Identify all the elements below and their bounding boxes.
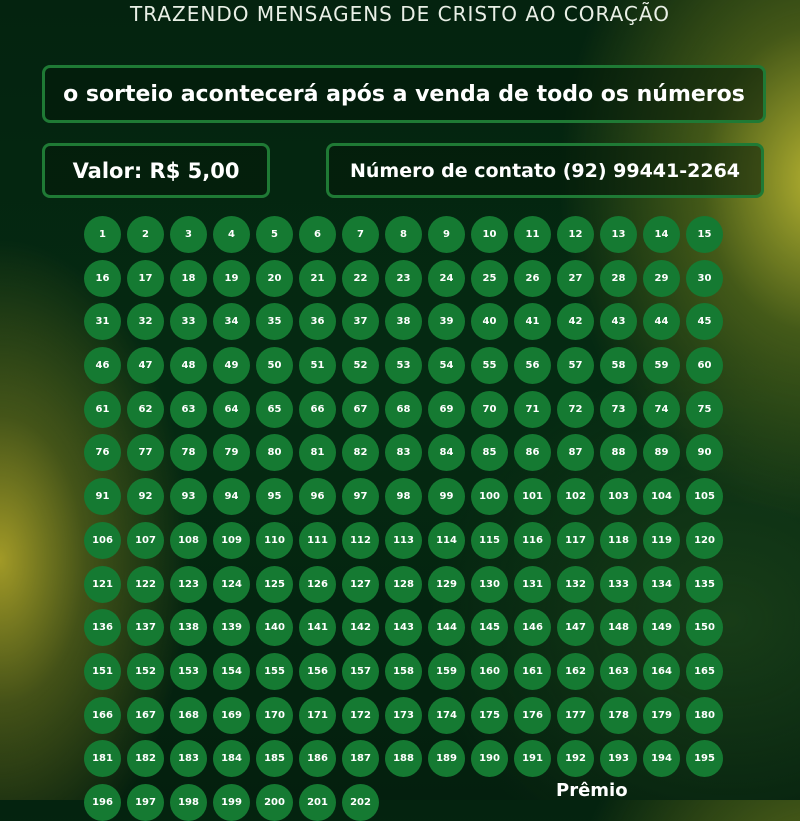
raffle-number-71[interactable]: 71 bbox=[514, 391, 551, 428]
raffle-number-101[interactable]: 101 bbox=[514, 478, 551, 515]
raffle-number-147[interactable]: 147 bbox=[557, 609, 594, 646]
raffle-number-132[interactable]: 132 bbox=[557, 566, 594, 603]
raffle-number-202[interactable]: 202 bbox=[342, 784, 379, 821]
raffle-number-93[interactable]: 93 bbox=[170, 478, 207, 515]
raffle-number-109[interactable]: 109 bbox=[213, 522, 250, 559]
raffle-number-129[interactable]: 129 bbox=[428, 566, 465, 603]
raffle-number-11[interactable]: 11 bbox=[514, 216, 551, 253]
raffle-number-137[interactable]: 137 bbox=[127, 609, 164, 646]
raffle-number-157[interactable]: 157 bbox=[342, 653, 379, 690]
raffle-number-139[interactable]: 139 bbox=[213, 609, 250, 646]
raffle-number-82[interactable]: 82 bbox=[342, 434, 379, 471]
raffle-number-47[interactable]: 47 bbox=[127, 347, 164, 384]
raffle-number-176[interactable]: 176 bbox=[514, 697, 551, 734]
raffle-number-58[interactable]: 58 bbox=[600, 347, 637, 384]
raffle-number-8[interactable]: 8 bbox=[385, 216, 422, 253]
raffle-number-64[interactable]: 64 bbox=[213, 391, 250, 428]
raffle-number-25[interactable]: 25 bbox=[471, 260, 508, 297]
raffle-number-126[interactable]: 126 bbox=[299, 566, 336, 603]
raffle-number-135[interactable]: 135 bbox=[686, 566, 723, 603]
raffle-number-196[interactable]: 196 bbox=[84, 784, 121, 821]
raffle-number-191[interactable]: 191 bbox=[514, 740, 551, 777]
raffle-number-183[interactable]: 183 bbox=[170, 740, 207, 777]
raffle-number-21[interactable]: 21 bbox=[299, 260, 336, 297]
raffle-number-107[interactable]: 107 bbox=[127, 522, 164, 559]
raffle-number-38[interactable]: 38 bbox=[385, 303, 422, 340]
raffle-number-149[interactable]: 149 bbox=[643, 609, 680, 646]
raffle-number-143[interactable]: 143 bbox=[385, 609, 422, 646]
raffle-number-99[interactable]: 99 bbox=[428, 478, 465, 515]
raffle-number-108[interactable]: 108 bbox=[170, 522, 207, 559]
raffle-number-148[interactable]: 148 bbox=[600, 609, 637, 646]
raffle-number-27[interactable]: 27 bbox=[557, 260, 594, 297]
raffle-number-104[interactable]: 104 bbox=[643, 478, 680, 515]
raffle-number-102[interactable]: 102 bbox=[557, 478, 594, 515]
raffle-number-85[interactable]: 85 bbox=[471, 434, 508, 471]
raffle-number-26[interactable]: 26 bbox=[514, 260, 551, 297]
raffle-number-40[interactable]: 40 bbox=[471, 303, 508, 340]
raffle-number-90[interactable]: 90 bbox=[686, 434, 723, 471]
raffle-number-193[interactable]: 193 bbox=[600, 740, 637, 777]
raffle-number-43[interactable]: 43 bbox=[600, 303, 637, 340]
raffle-number-75[interactable]: 75 bbox=[686, 391, 723, 428]
raffle-number-151[interactable]: 151 bbox=[84, 653, 121, 690]
raffle-number-162[interactable]: 162 bbox=[557, 653, 594, 690]
raffle-number-54[interactable]: 54 bbox=[428, 347, 465, 384]
raffle-number-88[interactable]: 88 bbox=[600, 434, 637, 471]
raffle-number-52[interactable]: 52 bbox=[342, 347, 379, 384]
raffle-number-69[interactable]: 69 bbox=[428, 391, 465, 428]
raffle-number-7[interactable]: 7 bbox=[342, 216, 379, 253]
raffle-number-56[interactable]: 56 bbox=[514, 347, 551, 384]
raffle-number-174[interactable]: 174 bbox=[428, 697, 465, 734]
raffle-number-113[interactable]: 113 bbox=[385, 522, 422, 559]
raffle-number-10[interactable]: 10 bbox=[471, 216, 508, 253]
raffle-number-87[interactable]: 87 bbox=[557, 434, 594, 471]
raffle-number-73[interactable]: 73 bbox=[600, 391, 637, 428]
raffle-number-36[interactable]: 36 bbox=[299, 303, 336, 340]
raffle-number-106[interactable]: 106 bbox=[84, 522, 121, 559]
raffle-number-115[interactable]: 115 bbox=[471, 522, 508, 559]
raffle-number-170[interactable]: 170 bbox=[256, 697, 293, 734]
raffle-number-17[interactable]: 17 bbox=[127, 260, 164, 297]
raffle-number-119[interactable]: 119 bbox=[643, 522, 680, 559]
raffle-number-66[interactable]: 66 bbox=[299, 391, 336, 428]
raffle-number-118[interactable]: 118 bbox=[600, 522, 637, 559]
raffle-number-120[interactable]: 120 bbox=[686, 522, 723, 559]
raffle-number-41[interactable]: 41 bbox=[514, 303, 551, 340]
raffle-number-140[interactable]: 140 bbox=[256, 609, 293, 646]
raffle-number-74[interactable]: 74 bbox=[643, 391, 680, 428]
raffle-number-84[interactable]: 84 bbox=[428, 434, 465, 471]
raffle-number-167[interactable]: 167 bbox=[127, 697, 164, 734]
raffle-number-51[interactable]: 51 bbox=[299, 347, 336, 384]
raffle-number-112[interactable]: 112 bbox=[342, 522, 379, 559]
raffle-number-76[interactable]: 76 bbox=[84, 434, 121, 471]
raffle-number-163[interactable]: 163 bbox=[600, 653, 637, 690]
raffle-number-31[interactable]: 31 bbox=[84, 303, 121, 340]
raffle-number-6[interactable]: 6 bbox=[299, 216, 336, 253]
raffle-number-72[interactable]: 72 bbox=[557, 391, 594, 428]
raffle-number-110[interactable]: 110 bbox=[256, 522, 293, 559]
raffle-number-46[interactable]: 46 bbox=[84, 347, 121, 384]
raffle-number-181[interactable]: 181 bbox=[84, 740, 121, 777]
raffle-number-155[interactable]: 155 bbox=[256, 653, 293, 690]
raffle-number-186[interactable]: 186 bbox=[299, 740, 336, 777]
raffle-number-33[interactable]: 33 bbox=[170, 303, 207, 340]
raffle-number-146[interactable]: 146 bbox=[514, 609, 551, 646]
raffle-number-86[interactable]: 86 bbox=[514, 434, 551, 471]
raffle-number-37[interactable]: 37 bbox=[342, 303, 379, 340]
raffle-number-44[interactable]: 44 bbox=[643, 303, 680, 340]
raffle-number-63[interactable]: 63 bbox=[170, 391, 207, 428]
raffle-number-116[interactable]: 116 bbox=[514, 522, 551, 559]
raffle-number-53[interactable]: 53 bbox=[385, 347, 422, 384]
raffle-number-153[interactable]: 153 bbox=[170, 653, 207, 690]
raffle-number-105[interactable]: 105 bbox=[686, 478, 723, 515]
raffle-number-78[interactable]: 78 bbox=[170, 434, 207, 471]
raffle-number-15[interactable]: 15 bbox=[686, 216, 723, 253]
raffle-notice-banner bbox=[42, 65, 766, 123]
raffle-number-77[interactable]: 77 bbox=[127, 434, 164, 471]
raffle-number-117[interactable]: 117 bbox=[557, 522, 594, 559]
raffle-number-14[interactable]: 14 bbox=[643, 216, 680, 253]
raffle-number-70[interactable]: 70 bbox=[471, 391, 508, 428]
raffle-number-45[interactable]: 45 bbox=[686, 303, 723, 340]
raffle-number-121[interactable]: 121 bbox=[84, 566, 121, 603]
raffle-number-98[interactable]: 98 bbox=[385, 478, 422, 515]
raffle-number-138[interactable]: 138 bbox=[170, 609, 207, 646]
raffle-number-168[interactable]: 168 bbox=[170, 697, 207, 734]
raffle-number-5[interactable]: 5 bbox=[256, 216, 293, 253]
raffle-number-34[interactable]: 34 bbox=[213, 303, 250, 340]
raffle-number-12[interactable]: 12 bbox=[557, 216, 594, 253]
raffle-number-60[interactable]: 60 bbox=[686, 347, 723, 384]
raffle-number-94[interactable]: 94 bbox=[213, 478, 250, 515]
raffle-number-198[interactable]: 198 bbox=[170, 784, 207, 821]
raffle-number-145[interactable]: 145 bbox=[471, 609, 508, 646]
raffle-number-61[interactable]: 61 bbox=[84, 391, 121, 428]
raffle-number-13[interactable]: 13 bbox=[600, 216, 637, 253]
raffle-number-194[interactable]: 194 bbox=[643, 740, 680, 777]
raffle-number-158[interactable]: 158 bbox=[385, 653, 422, 690]
raffle-number-80[interactable]: 80 bbox=[256, 434, 293, 471]
raffle-number-154[interactable]: 154 bbox=[213, 653, 250, 690]
raffle-number-201[interactable]: 201 bbox=[299, 784, 336, 821]
raffle-number-89[interactable]: 89 bbox=[643, 434, 680, 471]
raffle-number-130[interactable]: 130 bbox=[471, 566, 508, 603]
raffle-number-50[interactable]: 50 bbox=[256, 347, 293, 384]
number-grid bbox=[84, 216, 730, 821]
raffle-number-200[interactable]: 200 bbox=[256, 784, 293, 821]
raffle-number-79[interactable]: 79 bbox=[213, 434, 250, 471]
raffle-number-9[interactable]: 9 bbox=[428, 216, 465, 253]
raffle-number-125[interactable]: 125 bbox=[256, 566, 293, 603]
raffle-number-122[interactable]: 122 bbox=[127, 566, 164, 603]
raffle-number-20[interactable]: 20 bbox=[256, 260, 293, 297]
raffle-number-28[interactable]: 28 bbox=[600, 260, 637, 297]
raffle-number-134[interactable]: 134 bbox=[643, 566, 680, 603]
raffle-number-114[interactable]: 114 bbox=[428, 522, 465, 559]
raffle-number-164[interactable]: 164 bbox=[643, 653, 680, 690]
raffle-number-18[interactable]: 18 bbox=[170, 260, 207, 297]
raffle-number-29[interactable]: 29 bbox=[643, 260, 680, 297]
raffle-number-175[interactable]: 175 bbox=[471, 697, 508, 734]
raffle-number-4[interactable]: 4 bbox=[213, 216, 250, 253]
raffle-number-190[interactable]: 190 bbox=[471, 740, 508, 777]
raffle-number-1[interactable]: 1 bbox=[84, 216, 121, 253]
raffle-number-16[interactable]: 16 bbox=[84, 260, 121, 297]
raffle-number-127[interactable]: 127 bbox=[342, 566, 379, 603]
price-text: Valor: R$ 5,00 bbox=[72, 158, 240, 183]
raffle-number-178[interactable]: 178 bbox=[600, 697, 637, 734]
raffle-number-59[interactable]: 59 bbox=[643, 347, 680, 384]
raffle-number-142[interactable]: 142 bbox=[342, 609, 379, 646]
raffle-number-55[interactable]: 55 bbox=[471, 347, 508, 384]
raffle-number-65[interactable]: 65 bbox=[256, 391, 293, 428]
raffle-number-92[interactable]: 92 bbox=[127, 478, 164, 515]
raffle-number-195[interactable]: 195 bbox=[686, 740, 723, 777]
raffle-notice-text: o sorteio acontecerá após a venda de todo os números bbox=[63, 81, 745, 107]
raffle-number-199[interactable]: 199 bbox=[213, 784, 250, 821]
raffle-number-177[interactable]: 177 bbox=[557, 697, 594, 734]
raffle-number-95[interactable]: 95 bbox=[256, 478, 293, 515]
raffle-number-35[interactable]: 35 bbox=[256, 303, 293, 340]
raffle-number-57[interactable]: 57 bbox=[557, 347, 594, 384]
raffle-number-48[interactable]: 48 bbox=[170, 347, 207, 384]
raffle-number-136[interactable]: 136 bbox=[84, 609, 121, 646]
raffle-number-133[interactable]: 133 bbox=[600, 566, 637, 603]
prize-label: Prêmio bbox=[556, 780, 628, 801]
raffle-number-128[interactable]: 128 bbox=[385, 566, 422, 603]
raffle-number-22[interactable]: 22 bbox=[342, 260, 379, 297]
tagline: TRAZENDO MENSAGENS DE CRISTO AO CORAÇÃO bbox=[130, 2, 670, 26]
raffle-number-19[interactable]: 19 bbox=[213, 260, 250, 297]
raffle-number-187[interactable]: 187 bbox=[342, 740, 379, 777]
raffle-number-166[interactable]: 166 bbox=[84, 697, 121, 734]
raffle-number-131[interactable]: 131 bbox=[514, 566, 551, 603]
raffle-number-152[interactable]: 152 bbox=[127, 653, 164, 690]
raffle-number-171[interactable]: 171 bbox=[299, 697, 336, 734]
raffle-number-68[interactable]: 68 bbox=[385, 391, 422, 428]
raffle-number-184[interactable]: 184 bbox=[213, 740, 250, 777]
raffle-number-42[interactable]: 42 bbox=[557, 303, 594, 340]
raffle-number-24[interactable]: 24 bbox=[428, 260, 465, 297]
raffle-number-192[interactable]: 192 bbox=[557, 740, 594, 777]
raffle-number-160[interactable]: 160 bbox=[471, 653, 508, 690]
raffle-number-49[interactable]: 49 bbox=[213, 347, 250, 384]
raffle-number-172[interactable]: 172 bbox=[342, 697, 379, 734]
raffle-number-23[interactable]: 23 bbox=[385, 260, 422, 297]
raffle-number-124[interactable]: 124 bbox=[213, 566, 250, 603]
raffle-number-96[interactable]: 96 bbox=[299, 478, 336, 515]
raffle-number-123[interactable]: 123 bbox=[170, 566, 207, 603]
raffle-number-111[interactable]: 111 bbox=[299, 522, 336, 559]
raffle-number-156[interactable]: 156 bbox=[299, 653, 336, 690]
contact-box bbox=[326, 143, 764, 198]
raffle-number-179[interactable]: 179 bbox=[643, 697, 680, 734]
raffle-number-91[interactable]: 91 bbox=[84, 478, 121, 515]
raffle-number-161[interactable]: 161 bbox=[514, 653, 551, 690]
raffle-number-39[interactable]: 39 bbox=[428, 303, 465, 340]
raffle-number-188[interactable]: 188 bbox=[385, 740, 422, 777]
raffle-number-62[interactable]: 62 bbox=[127, 391, 164, 428]
raffle-number-189[interactable]: 189 bbox=[428, 740, 465, 777]
raffle-number-180[interactable]: 180 bbox=[686, 697, 723, 734]
raffle-number-169[interactable]: 169 bbox=[213, 697, 250, 734]
price-box bbox=[42, 143, 270, 198]
raffle-number-100[interactable]: 100 bbox=[471, 478, 508, 515]
raffle-number-97[interactable]: 97 bbox=[342, 478, 379, 515]
raffle-number-2[interactable]: 2 bbox=[127, 216, 164, 253]
raffle-number-30[interactable]: 30 bbox=[686, 260, 723, 297]
raffle-number-159[interactable]: 159 bbox=[428, 653, 465, 690]
raffle-number-165[interactable]: 165 bbox=[686, 653, 723, 690]
raffle-number-185[interactable]: 185 bbox=[256, 740, 293, 777]
raffle-number-150[interactable]: 150 bbox=[686, 609, 723, 646]
contact-text: Número de contato (92) 99441-2264 bbox=[349, 159, 741, 182]
raffle-number-83[interactable]: 83 bbox=[385, 434, 422, 471]
raffle-number-173[interactable]: 173 bbox=[385, 697, 422, 734]
raffle-number-67[interactable]: 67 bbox=[342, 391, 379, 428]
raffle-number-182[interactable]: 182 bbox=[127, 740, 164, 777]
raffle-number-3[interactable]: 3 bbox=[170, 216, 207, 253]
raffle-number-141[interactable]: 141 bbox=[299, 609, 336, 646]
raffle-number-81[interactable]: 81 bbox=[299, 434, 336, 471]
raffle-number-144[interactable]: 144 bbox=[428, 609, 465, 646]
raffle-number-103[interactable]: 103 bbox=[600, 478, 637, 515]
raffle-number-197[interactable]: 197 bbox=[127, 784, 164, 821]
raffle-number-32[interactable]: 32 bbox=[127, 303, 164, 340]
